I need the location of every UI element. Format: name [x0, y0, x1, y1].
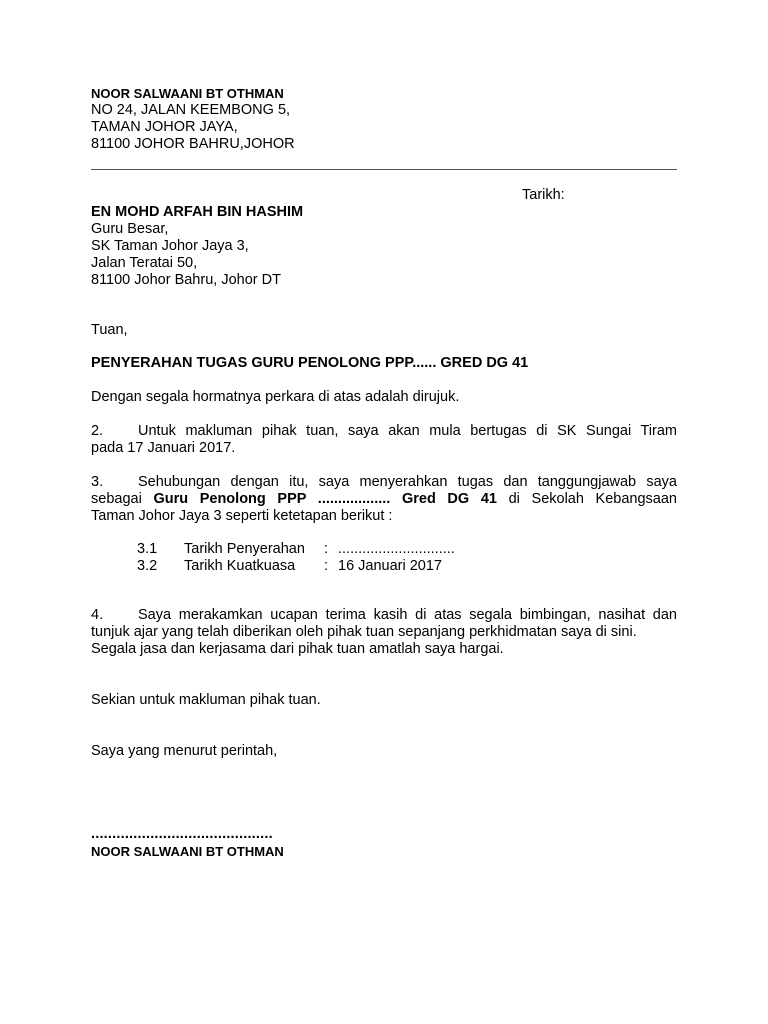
- item-value: 16 Januari 2017: [338, 558, 442, 574]
- paragraph-3-line: sebagai Guru Penolong PPP .................. Gred DG 41 di Sekolah Kebangsaan: [91, 491, 677, 507]
- recipient-address-line: SK Taman Johor Jaya 3,: [91, 238, 249, 254]
- item-value: .............................: [338, 541, 455, 557]
- date-label: Tarikh:: [522, 187, 565, 203]
- paragraph-2-line: pada 17 Januari 2017.: [91, 440, 236, 456]
- signature-block: [91, 826, 677, 860]
- sender-name: NOOR SALWAANI BT OTHMAN: [91, 86, 284, 101]
- recipient-address-line: 81100 Johor Bahru, Johor DT: [91, 272, 281, 288]
- paragraph-4-line: Segala jasa dan kerjasama dari pihak tuan amatlah saya hargai.: [91, 641, 504, 657]
- paragraph-4-line: tunjuk ajar yang telah diberikan oleh pihak tuan sepanjang perkhidmatan saya di sini.: [91, 624, 637, 640]
- paragraph-3: [91, 474, 677, 525]
- recipient-name: EN MOHD ARFAH BIN HASHIM: [91, 204, 304, 220]
- grade-label: Gred DG 41: [401, 491, 497, 507]
- paragraph-2-line: 2. Untuk makluman pihak tuan, saya akan mula bertugas di SK Sungai Tiram: [91, 423, 677, 439]
- signature-line: ...........................................: [91, 826, 273, 842]
- sender-address-line: 81100 JOHOR BAHRU,JOHOR: [91, 136, 295, 152]
- paragraph-number: 2.: [91, 423, 104, 439]
- intro-paragraph: Dengan segala hormatnya perkara di atas adalah dirujuk.: [91, 389, 460, 405]
- signature-name: NOOR SALWAANI BT OTHMAN: [91, 844, 284, 859]
- item-number: 3.2: [137, 558, 158, 574]
- item-label: Tarikh Kuatkuasa: [184, 558, 296, 574]
- sender-block: [91, 85, 677, 153]
- paragraph-number: 4.: [91, 607, 104, 623]
- paragraph-4-line: 4. Saya merakamkan ucapan terima kasih di atas segala bimbingan, nasihat dan: [91, 607, 677, 623]
- item-label: Tarikh Penyerahan: [184, 541, 305, 557]
- recipient-address-line: Guru Besar,: [91, 221, 169, 237]
- paragraph-3-line: 3. Sehubungan dengan itu, saya menyerahkan tugas dan tanggungjawab saya: [91, 474, 677, 490]
- paragraph-number: 3.: [91, 474, 104, 490]
- sender-address-line: NO 24, JALAN KEEMBONG 5,: [91, 102, 291, 118]
- header-divider: [91, 169, 677, 170]
- sender-address-line: TAMAN JOHOR JAYA,: [91, 119, 238, 135]
- paragraph-2: [91, 423, 677, 457]
- item-separator: :: [324, 558, 329, 574]
- item-number: 3.1: [137, 541, 158, 557]
- recipient-block: [91, 204, 677, 289]
- signoff-line: Saya yang menurut perintah,: [91, 743, 278, 759]
- letter-subject: PENYERAHAN TUGAS GURU PENOLONG PPP...... GRED DG 41: [91, 355, 529, 371]
- salutation: Tuan,: [91, 322, 128, 338]
- recipient-address-line: Jalan Teratai 50,: [91, 255, 198, 271]
- paragraph-4: [91, 607, 677, 658]
- position-title: Guru Penolong PPP ..................: [153, 491, 391, 507]
- paragraph-3-line: Taman Johor Jaya 3 seperti ketetapan berikut :: [91, 508, 393, 524]
- closing-line: Sekian untuk makluman pihak tuan.: [91, 692, 321, 708]
- item-separator: :: [324, 541, 329, 557]
